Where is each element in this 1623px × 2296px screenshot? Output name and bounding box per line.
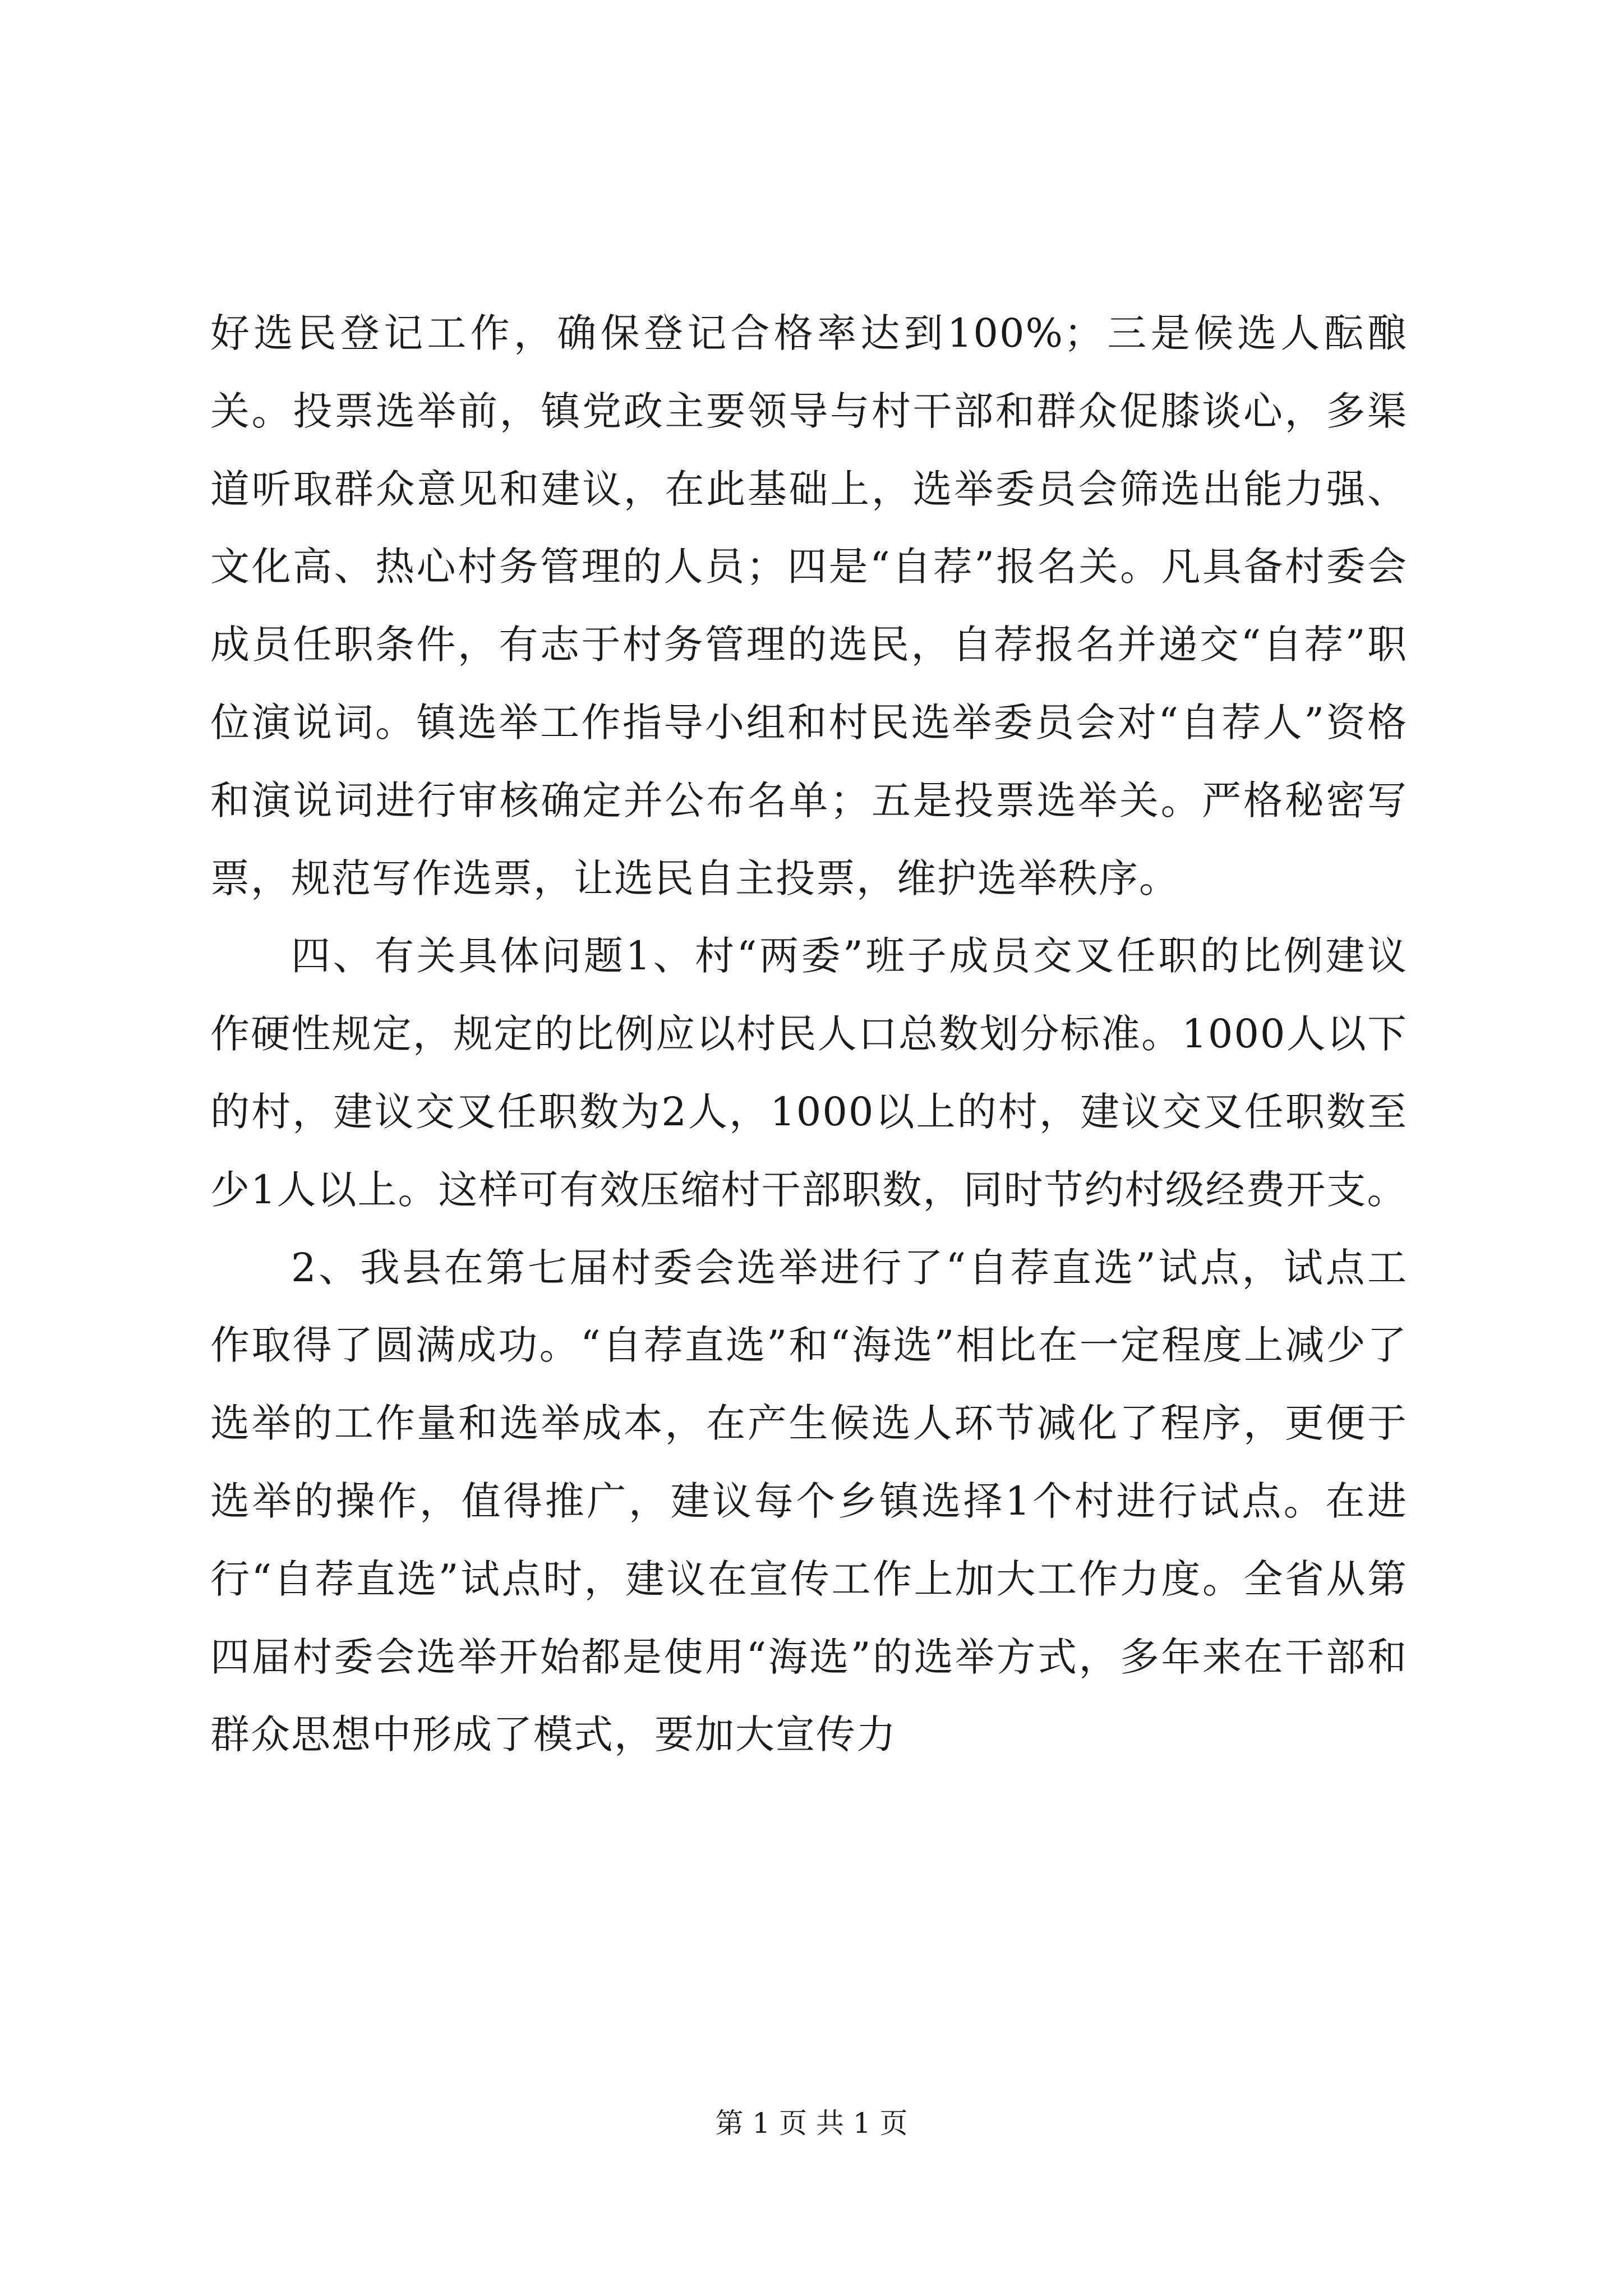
document-body xyxy=(210,295,1408,1774)
paragraph-2: 四、有关具体问题1、村“两委”班子成员交叉任职的比例建议作硬性规定，规定的比例应以村民人口总数划分标准。1000人以下的村，建议交叉任职数为2人，1000以上的村，建议交叉任职数至少1人以上。这样可有效压缩村干部职数，同时节约村级经费开支。 xyxy=(210,933,1408,1213)
paragraph-3: 2、我县在第七届村委会选举进行了“自荐直选”试点，试点工作取得了圆满成功。“自荐直选”和“海选”相比在一定程度上减少了选举的工作量和选举成本，在产生候选人环节减化了程序，更便于选举的操作，值得推广，建议每个乡镇选择1个村进行试点。在进行“自荐直选”试点时，建议在宣传工作上加大工作力度。全省从第四届村委会选举开始都是使用“海选”的选举方式，多年来在干部和群众思想中形成了模式，要加大宣传力 xyxy=(210,1244,1408,1758)
page-footer: 第 1 页 共 1 页 xyxy=(715,2107,908,2139)
paragraph-1: 好选民登记工作，确保登记合格率达到100%；三是候选人酝酿关。投票选举前，镇党政主要领导与村干部和群众促膝谈心，多渠道听取群众意见和建议，在此基础上，选举委员会筛选出能力强、文化高、热心村务管理的人员；四是“自荐”报名关。凡具备村委会成员任职条件，有志于村务管理的选民，自荐报名并递交“自荐”职位演说词。镇选举工作指导小组和村民选举委员会对“自荐人”资格和演说词进行审核确定并公布名单；五是投票选举关。严格秘密写票，规范写作选票，让选民自主投票，维护选举秩序。 xyxy=(210,310,1408,901)
